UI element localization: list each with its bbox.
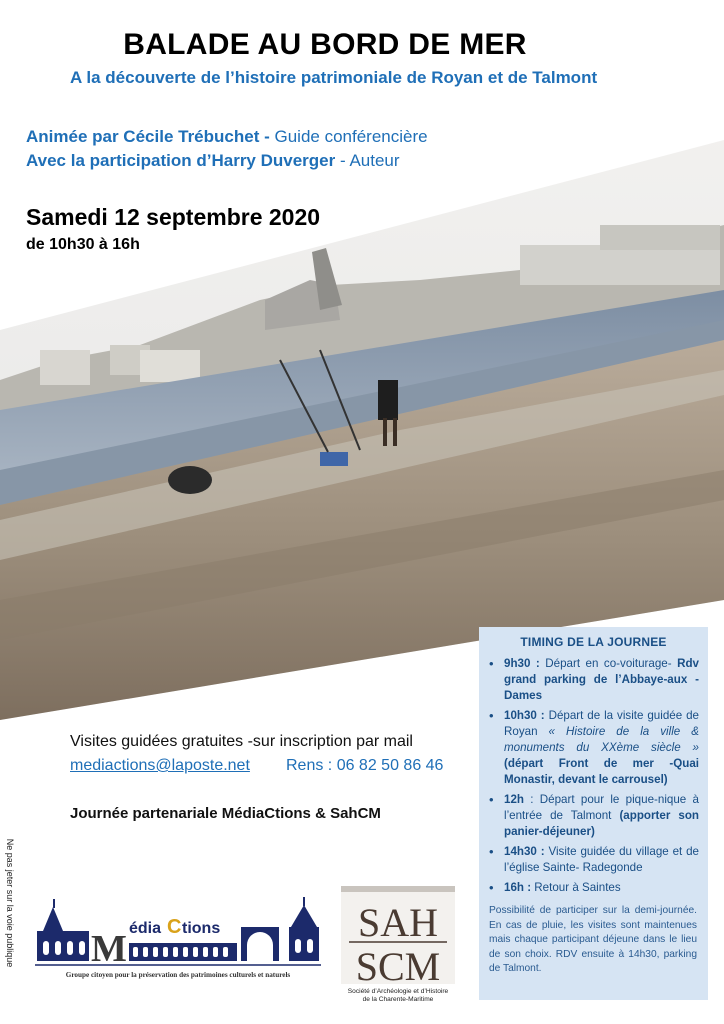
logo-edia: édia	[129, 920, 162, 937]
timing-text: Départ en co-voiturage-	[545, 657, 672, 670]
timing-bold: Rdv grand parking de l’Abbaye-aux -Dames	[504, 657, 699, 702]
timing-bold: (départ Front de mer -Quai Monastir, devant le carrousel)	[504, 757, 699, 786]
timing-time: 12h	[504, 793, 524, 806]
timing-text: Visite guidée du village et de l’église Sainte- Radegonde	[504, 845, 699, 874]
side-note-text: Ne pas jeter sur la voie publique	[5, 838, 15, 968]
timing-item	[489, 792, 699, 840]
timing-item	[489, 844, 699, 876]
animator-line-2	[26, 151, 400, 171]
page-subtitle: A la découverte de l’histoire patrimoniale de Royan et de Talmont	[70, 68, 598, 87]
timing-text: Retour à Saintes	[534, 881, 621, 894]
animator-1-name: Animée par Cécile Trébuchet -	[26, 127, 270, 146]
animator-2-name: Avec la participation d’Harry Duverger	[26, 151, 336, 170]
animator-2-role: - Auteur	[340, 151, 400, 170]
event-hours: de 10h30 à 16h	[26, 236, 140, 253]
timing-italic: « Histoire de la ville & monuments du XXème siècle »	[504, 725, 699, 754]
timing-item	[489, 708, 699, 788]
phone-info: Rens : 06 82 50 86 46	[286, 757, 444, 774]
timing-list	[489, 656, 699, 900]
animator-1-role: Guide conférencière	[274, 127, 428, 146]
event-date: Samedi 12 septembre 2020	[26, 204, 321, 230]
visites-text: Visites guidées gratuites -sur inscription par mail	[70, 733, 413, 750]
timing-note: Possibilité de participer sur la demi-journée. En cas de pluie, les visites sont maintenues mais chaque participant déjeune dans le lieu de son choix. RDV ensuite à 14h30, parking de Talmont.	[489, 905, 697, 975]
sahcm-logo	[337, 884, 459, 1008]
logo-tagline: Groupe citoyen pour la préservation des patrimoines culturels et naturels	[65, 971, 291, 979]
sahcm-top: SAH	[357, 900, 439, 945]
email-link[interactable]: mediactions@laposte.net	[70, 757, 250, 774]
page-title: BALADE AU BORD DE MER	[123, 28, 527, 61]
sahcm-bottom: SCM	[355, 944, 441, 989]
logo-letter-c: C	[167, 916, 182, 938]
logo-letter-m: M	[91, 928, 127, 970]
timing-text: Départ de la visite guidée de Royan	[504, 709, 699, 738]
timing-time: 16h :	[504, 881, 532, 894]
timing-item	[489, 656, 699, 704]
timing-bold: (apporter son panier-déjeuner)	[504, 809, 699, 838]
logo-tions: tions	[182, 920, 221, 937]
mediactions-logo	[33, 893, 323, 983]
timing-time: 9h30 :	[504, 657, 540, 670]
side-note	[1, 823, 19, 983]
animator-line-1	[26, 127, 428, 147]
timing-title: TIMING DE LA JOURNEE	[520, 635, 667, 649]
timing-text: : Départ pour le pique-nique à l’entrée de Talmont	[504, 793, 699, 822]
timing-box	[479, 627, 708, 1000]
sahcm-caption-2: de la Charente-Maritime	[362, 996, 434, 1003]
partnership-text: Journée partenariale MédiaCtions & SahCM	[70, 805, 381, 822]
timing-time: 10h30 :	[504, 709, 545, 722]
timing-time: 14h30 :	[504, 845, 545, 858]
timing-item	[489, 880, 699, 896]
sahcm-caption-1: Société d’Archéologie et d’Histoire	[347, 988, 449, 995]
